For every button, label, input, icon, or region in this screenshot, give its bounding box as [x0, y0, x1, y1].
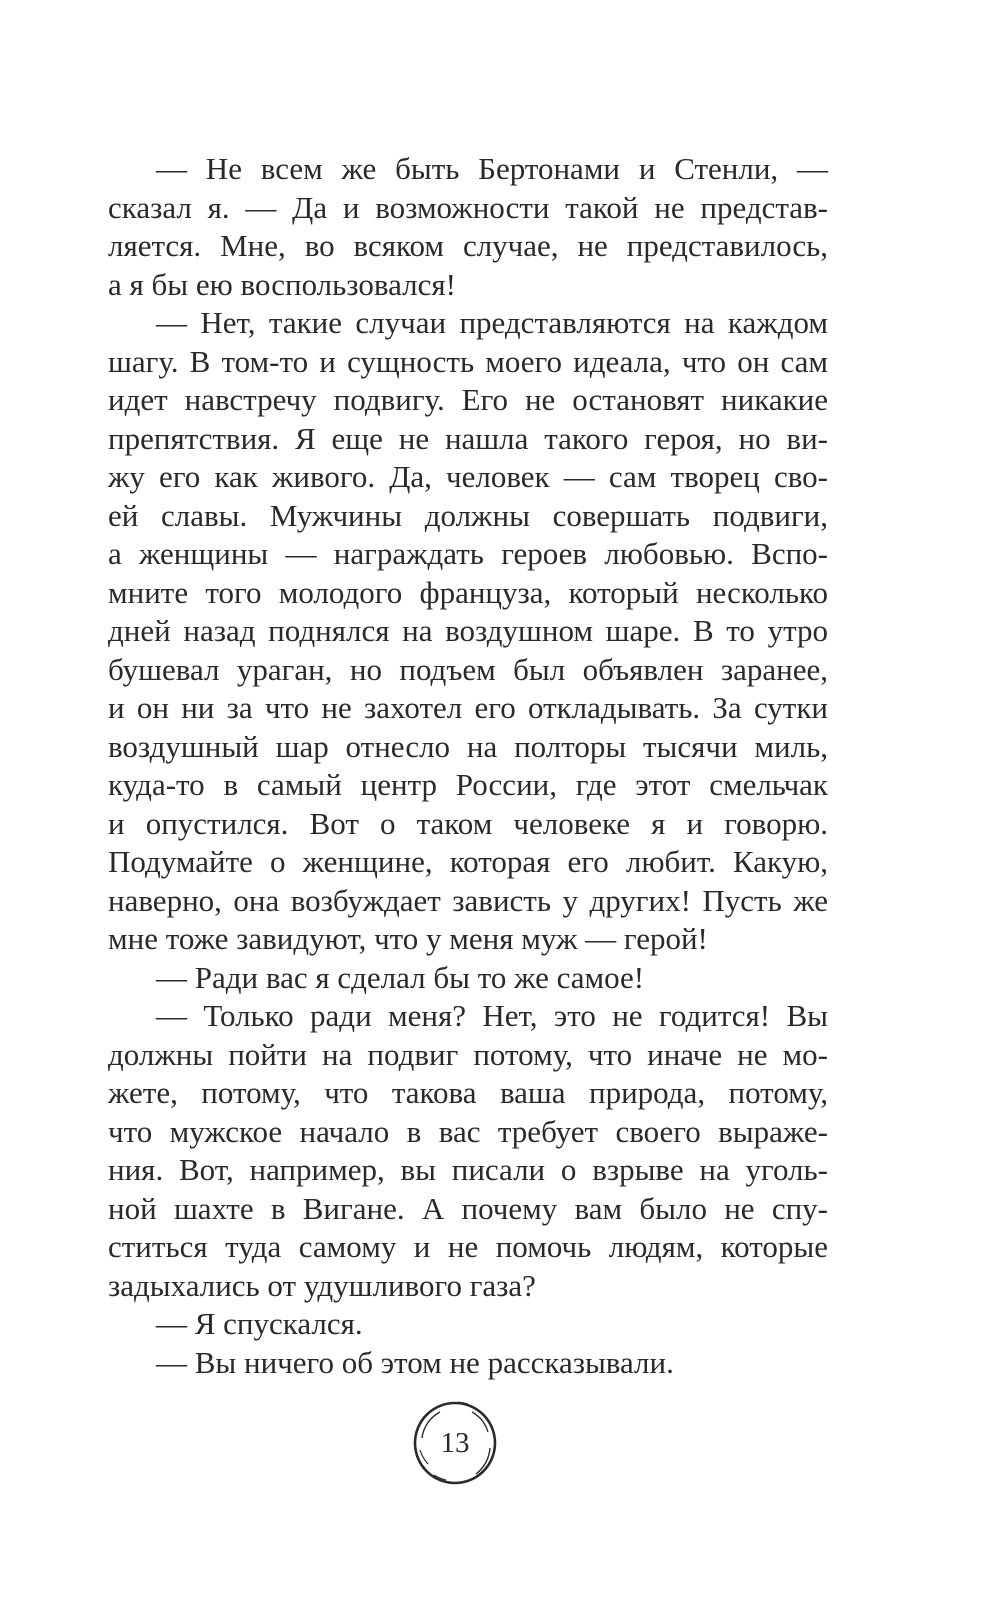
text-line: Подумайте о женщине, которая его любит. Какую, — [108, 844, 828, 879]
text-line: мните того молодого француза, который несколько — [108, 574, 828, 610]
text-line: — Не всем же быть Бертонами и Стенли, — — [156, 151, 828, 186]
text-line: должны пойти на подвиг потому, что иначе не мо- — [108, 1036, 828, 1072]
text-line: — Только ради меня? Нет, это не годится! Вы — [156, 998, 828, 1033]
text-line: куда-то в самый центр России, где этот смельчак — [108, 767, 828, 802]
text-line: препятствия. Я еще не нашла такого героя, но ви- — [108, 420, 828, 456]
text-line: что мужское начало в вас требует своего выраже- — [108, 1113, 828, 1149]
text-line: сказал я. — Да и возможности такой не представ- — [108, 189, 828, 225]
text-line: ститься туда самому и не помочь людям, которые — [108, 1229, 828, 1264]
text-line: — Ради вас я сделал бы то же самое! — [156, 959, 645, 995]
text-line: жу его как живого. Да, человек — сам творец сво- — [108, 459, 828, 494]
text-line: ляется. Мне, во всяком случае, не представилось, — [108, 228, 828, 263]
text-line: шагу. В том-то и сущность моего идеала, что он сам — [108, 343, 828, 379]
text-line: а я бы ею воспользовался! — [108, 266, 456, 302]
text-line: ной шахте в Вигане. А почему вам было не спу- — [108, 1190, 828, 1226]
text-line: ей славы. Мужчины должны совершать подвиги, — [108, 497, 828, 533]
text-line: жете, потому, что такова ваша природа, потому, — [108, 1075, 828, 1110]
text-line: и он ни за что не захотел его откладывать. За сутки — [108, 690, 828, 725]
text-line: а женщины — награждать героев любовью. Вспо- — [108, 536, 828, 571]
text-line: задыхались от удушливого газа? — [108, 1267, 536, 1303]
page-number: 13 — [440, 1427, 470, 1459]
text-line: идет навстречу подвигу. Его не остановят никакие — [108, 382, 828, 417]
text-line: — Нет, такие случаи представляются на каждом — [156, 305, 828, 340]
text-line: ния. Вот, например, вы писали о взрыве на уголь- — [108, 1152, 828, 1187]
text-line: воздушный шар отнесло на полторы тысячи миль, — [108, 728, 828, 764]
text-line: бушевал ураган, но подъем был объявлен заранее, — [108, 651, 828, 687]
page-number-badge — [410, 1398, 500, 1488]
text-line: — Вы ничего об этом не рассказывали. — [156, 1344, 674, 1380]
text-line: дней назад поднялся на воздушном шаре. В то утро — [108, 613, 828, 648]
text-line: наверно, она возбуждает зависть у других! Пусть же — [108, 882, 828, 918]
body-text — [108, 150, 828, 1382]
text-line: и опустился. Вот о таком человеке я и говорю. — [108, 805, 828, 841]
text-line: мне тоже завидуют, что у меня муж — герой! — [108, 921, 708, 956]
text-line: — Я спускался. — [156, 1306, 363, 1341]
